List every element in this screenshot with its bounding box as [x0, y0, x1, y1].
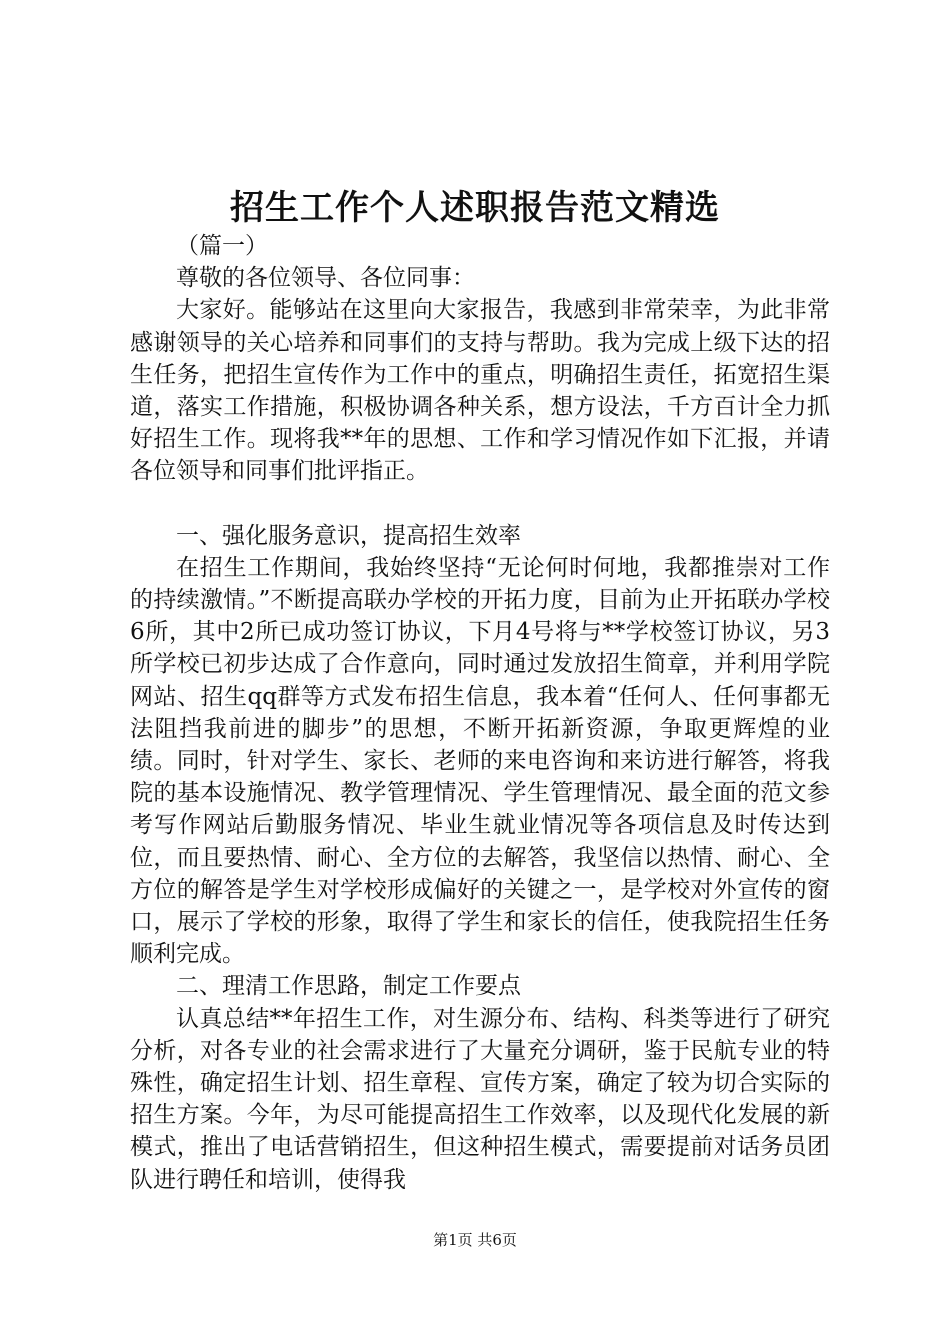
intro-paragraph: 大家好。能够站在这里向大家报告，我感到非常荣幸，为此非常感谢领导的关心培养和同事们的支持与帮助。我为完成上级下达的招生任务，把招生宣传作为工作中的重点，明确招生责任，拓宽招生渠道，落实工作措施，积极协调各种关系，想方设法，千方百计全力抓好招生工作。现将我**年的思想、工作和学习情况作如下汇报，并请各位领导和同事们批评指正。 [130, 297, 830, 485]
page-footer: 第1页 共6页 [433, 1231, 517, 1249]
salutation: 尊敬的各位领导、各位同事： [176, 265, 475, 292]
document-title: 招生工作个人述职报告范文精选 [230, 188, 720, 228]
paragraph-gap [130, 488, 830, 520]
section-heading-2: 二、理清工作思路，制定工作要点 [176, 973, 521, 1000]
section-heading-1: 一、强化服务意识，提高招生效率 [176, 522, 521, 549]
section-2-paragraph: 认真总结**年招生工作，对生源分布、结构、科类等进行了研究分析，对各专业的社会需求进行了大量充分调研，鉴于民航专业的特殊性，确定招生计划、招生章程、宣传方案，确定了较为切合实际的招生方案。今年，为尽可能提高招生工作效率，以及现代化发展的新模式，推出了电话营销招生，但这种招生模式，需要提前对话务员团队进行聘任和培训，使得我 [130, 1005, 830, 1193]
section-1-paragraph: 在招生工作期间，我始终坚持“无论何时何地，我都推崇对工作的持续激情。”不断提高联办学校的开拓力度，目前为止开拓联办学校6所，其中2所已成功签订协议，下月4号将与**学校签订协议，另3所学校已初步达成了合作意向，同时通过发放招生简章，并利用学院网站、招生qq群等方式发布招生信息，我本着“任何人、任何事都无法阻挡我前进的脚步”的思想，不断开拓新资源，争取更辉煌的业绩。同时，针对学生、家长、老师的来电咨询和来访进行解答，将我院的基本设施情况、教学管理情况、学生管理情况、最全面的范文参考写作网站后勤服务情况、毕业生就业情况等各项信息及时传达到位，而且要热情、耐心、全方位的去解答，我坚信以热情、耐心、全方位的解答是学生对学校形成偏好的关键之一，是学校对外宣传的窗口，展示了学校的形象，取得了学生和家长的信任，使我院招生任务顺利完成。 [130, 554, 830, 968]
document-body [130, 230, 830, 1196]
part-label: （篇一） [176, 233, 268, 259]
